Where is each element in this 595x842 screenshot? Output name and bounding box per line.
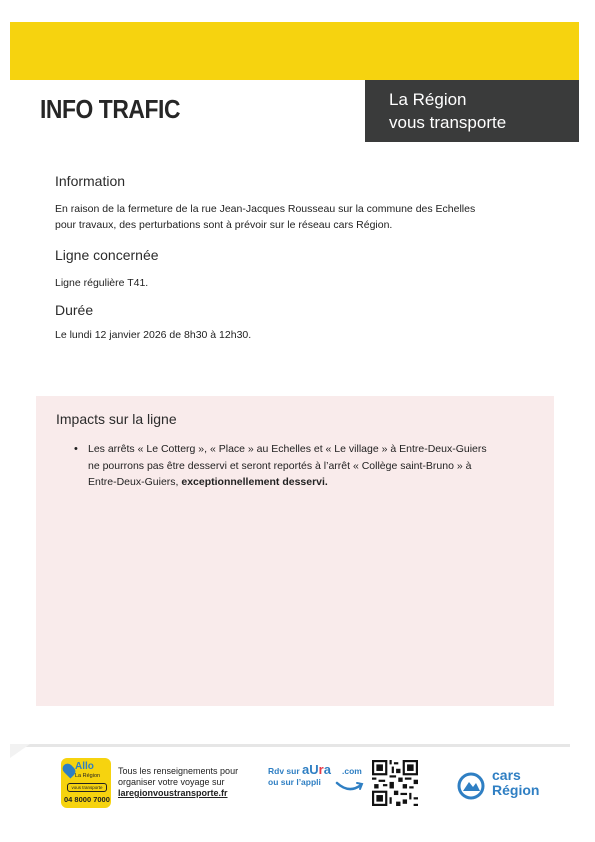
- impact-line3-normal: Entre-Deux-Guiers,: [88, 476, 182, 488]
- region-tagline-line1: La Région: [389, 90, 467, 109]
- aura-logo-part1: aU: [302, 762, 319, 777]
- allo-region-label: La Région: [75, 773, 101, 779]
- allo-tag: vous transporte: [67, 783, 107, 792]
- region-tagline-box: [365, 80, 579, 142]
- impact-bullet: •: [74, 443, 78, 455]
- swoosh-arrow-icon: [335, 780, 365, 794]
- rdv-line1: Rdv sur: [268, 766, 300, 776]
- rdv-line2: ou sur l’appli: [268, 777, 321, 787]
- duree-text: Le lundi 12 janvier 2026 de 8h30 à 12h30.: [55, 329, 252, 341]
- impact-line1: Les arrêts « Le Cotterg », « Place » au Echelles et « Le village » à Entre-Deux-Guiers: [88, 443, 487, 455]
- aura-logo[interactable]: [302, 762, 331, 777]
- cars-region-logo-icon: [456, 771, 486, 801]
- ligne-text: Ligne régulière T41.: [55, 277, 149, 289]
- qr-code-icon[interactable]: [372, 760, 418, 806]
- impact-line3-bold: exceptionnellement desservi.: [181, 476, 328, 488]
- aura-logo-part2: r: [318, 762, 324, 777]
- footer-website-link[interactable]: laregionvoustransporte.fr: [118, 788, 228, 798]
- header-yellow-band: [10, 22, 579, 80]
- allo-phone: 04 8000 7000: [64, 795, 110, 804]
- region-tagline-line2: vous transporte: [389, 113, 507, 132]
- information-text-line1: En raison de la fermeture de la rue Jean-Jacques Rousseau sur la commune des Echelles: [55, 203, 476, 215]
- impacts-heading: Impacts sur la ligne: [56, 411, 177, 427]
- allo-badge: [61, 758, 111, 808]
- footer-notch: [10, 744, 30, 758]
- information-heading: Information: [55, 173, 126, 189]
- ligne-heading: Ligne concernée: [55, 247, 159, 263]
- frame-bottom-shadow: [10, 744, 570, 747]
- aura-logo-part3: a: [323, 762, 331, 777]
- footer-info-line1: Tous les renseignements pour: [118, 766, 239, 776]
- cars-line1: cars: [492, 767, 521, 783]
- page-title: INFO TRAFIC: [40, 94, 181, 124]
- cars-line2: Région: [492, 782, 540, 798]
- duree-heading: Durée: [55, 302, 94, 318]
- impacts-box: [36, 396, 554, 706]
- allo-label: Allo: [75, 761, 94, 772]
- information-text-line2: pour travaux, des perturbations sont à prévoir sur le réseau cars Région.: [55, 219, 393, 231]
- impact-line2: ne pourrons pas être desservi et seront reportés à l’arrêt « Collège saint-Bruno » à: [88, 459, 472, 472]
- impact-list-item: [88, 441, 548, 491]
- aura-dotcom: .com: [342, 766, 362, 776]
- footer-info-line2: organiser votre voyage sur: [118, 777, 225, 787]
- footer-info-text: [118, 766, 238, 799]
- cars-region-text: [492, 768, 539, 798]
- impact-line3: [88, 474, 548, 491]
